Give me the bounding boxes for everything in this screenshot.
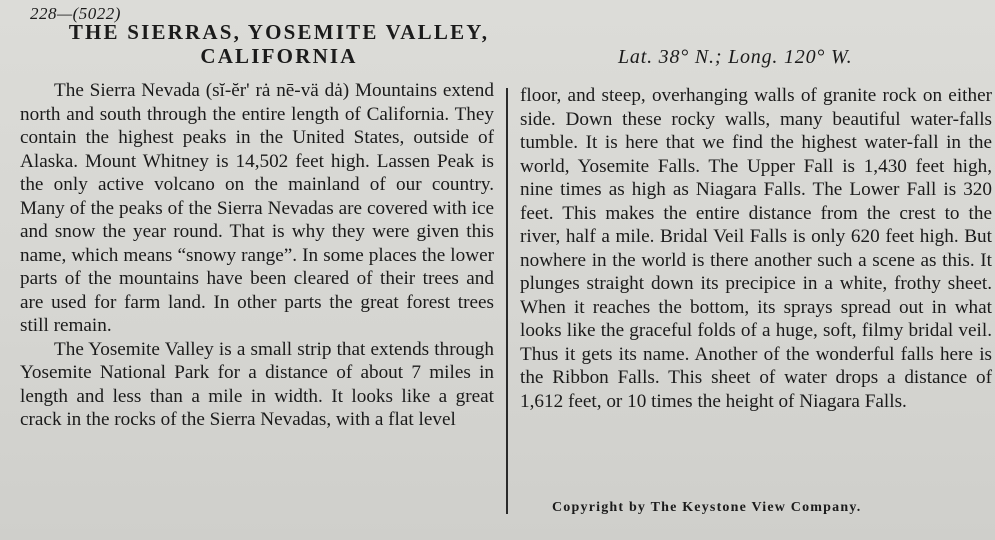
paragraph-2-continued: floor, and steep, overhanging walls of granite rock on either side. Down these rocky walls, many beautiful water-falls tumble. It is here that we find the highest water-fall in the world, Yosemite Falls. The Upper Fall is 1,430 feet high, nine times as high as Niagara Falls. The Lower Fall is 320 feet. This makes the entire distance from the crest to the river, half a mile. Bridal Veil Falls is only 620 feet high. But nowhere in the world is there another such a scene as this. It plunges straight down its precipice in a white, frothy sheet. When it reaches the bottom, its sprays spread out in what looks like the graceful folds of a huge, soft, filmy bridal veil. Thus it gets its name. Another of the wonderful falls here is the Ribbon Falls. This sheet of water drops a distance of 1,612 feet, or 10 times the height of Niagara Falls. xyxy=(520,85,992,412)
coordinates: Lat. 38° N.; Long. 120° W. xyxy=(618,46,853,68)
column-divider xyxy=(506,88,508,514)
right-column xyxy=(520,84,992,413)
catalog-number: 228—(5022) xyxy=(30,4,121,23)
title-line-1: THE SIERRAS, YOSEMITE VALLEY, xyxy=(68,20,490,44)
title-line-2: CALIFORNIA xyxy=(200,44,358,68)
page-title xyxy=(44,20,514,68)
paragraph-1: The Sierra Nevada (sĭ-ĕr' rȧ nē-vä dȧ) Mountains extend north and south through the entire length of California. They contain the highest peaks in the United States, outside of Alaska. Mount Whitney is 14,502 feet high. Lassen Peak is the only active volcano on the mainland of our country. Many of the peaks of the Sierra Nevadas are covered with ice and snow the year round. That is why they were given this name, which means “snowy range”. In some places the lower parts of the mountains have been cleared of their trees and are used for farm land. In other parts the great forest trees still remain. xyxy=(20,80,494,336)
left-column xyxy=(20,79,494,432)
copyright-notice: Copyright by The Keystone View Company. xyxy=(552,500,862,515)
paragraph-2-start: The Yosemite Valley is a small strip that extends through Yosemite National Park for a distance of about 7 miles in length and less than a mile in width. It looks like a great crack in the rocks of the Sierra Nevadas, with a flat level xyxy=(20,338,494,430)
